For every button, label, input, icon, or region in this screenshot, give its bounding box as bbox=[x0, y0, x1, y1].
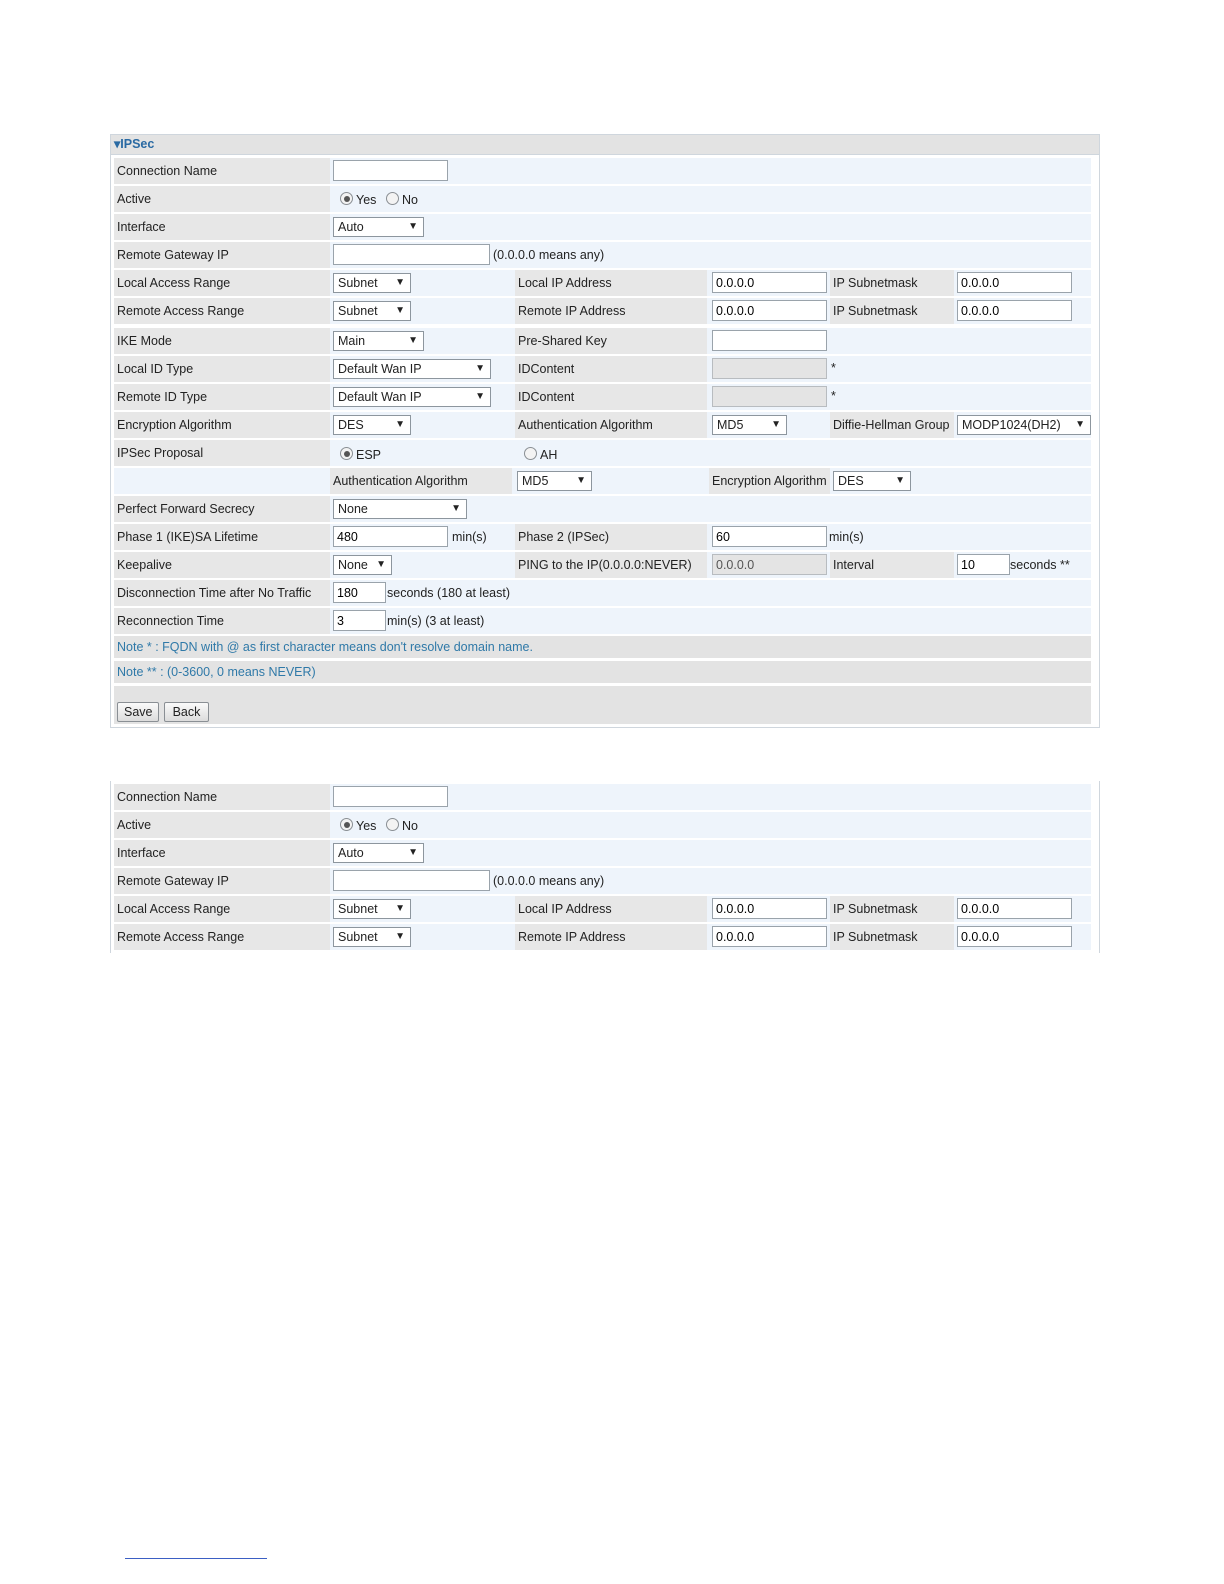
local-id-select[interactable] bbox=[333, 359, 491, 379]
active-yes-radio[interactable] bbox=[340, 818, 353, 831]
reconnect-input[interactable] bbox=[333, 610, 386, 631]
psk-label: Pre-Shared Key bbox=[515, 328, 707, 354]
proposal-auth-value: MD5 bbox=[522, 474, 549, 488]
chevron-down-icon: ▼ bbox=[408, 221, 418, 232]
proposal-ah-label: AH bbox=[540, 448, 558, 462]
remote-ip-input[interactable] bbox=[712, 300, 827, 321]
chevron-down-icon: ▼ bbox=[576, 475, 586, 486]
phase1-lifetime-label: Phase 1 (IKE)SA Lifetime bbox=[114, 524, 330, 550]
proposal-auth-select[interactable] bbox=[517, 471, 592, 491]
chevron-down-icon: ▼ bbox=[395, 305, 405, 316]
active-label: Active bbox=[114, 186, 330, 212]
local-id-label: Local ID Type bbox=[114, 356, 330, 382]
local-access-select[interactable] bbox=[333, 273, 411, 293]
keepalive-select[interactable] bbox=[333, 555, 392, 575]
active-yes-radio[interactable] bbox=[340, 192, 353, 205]
chevron-down-icon: ▼ bbox=[1075, 419, 1085, 430]
local-access-value: Subnet bbox=[338, 902, 378, 916]
auth-algorithm-select[interactable] bbox=[712, 415, 787, 435]
chevron-down-icon: ▼ bbox=[395, 419, 405, 430]
remote-access-value: Subnet bbox=[338, 930, 378, 944]
chevron-down-icon: ▼ bbox=[475, 363, 485, 374]
chevron-down-icon: ▼ bbox=[475, 391, 485, 402]
proposal-esp-label: ESP bbox=[356, 448, 382, 462]
row-reconnect bbox=[114, 608, 1091, 634]
remote-gateway-input[interactable] bbox=[333, 244, 490, 265]
interface-value: Auto bbox=[338, 220, 364, 234]
remote-id-select[interactable] bbox=[333, 387, 491, 407]
remote-mask-input[interactable] bbox=[957, 926, 1072, 947]
phase2-unit: min(s) bbox=[829, 530, 864, 544]
ipsec-panel-excerpt bbox=[110, 781, 1100, 953]
encryption-label: Encryption Algorithm bbox=[114, 412, 330, 438]
interface-select[interactable] bbox=[333, 217, 424, 237]
connection-name-input[interactable] bbox=[333, 786, 448, 807]
pfs-select[interactable] bbox=[333, 499, 467, 519]
pfs-label: Perfect Forward Secrecy bbox=[114, 496, 330, 522]
active-no-option[interactable] bbox=[386, 818, 418, 833]
row-interface bbox=[114, 840, 1091, 866]
active-no-radio[interactable] bbox=[386, 192, 399, 205]
remote-access-label: Remote Access Range bbox=[114, 924, 330, 950]
local-idcontent-label: IDContent bbox=[515, 356, 707, 382]
proposal-enc-value: DES bbox=[838, 474, 864, 488]
local-idcontent-input bbox=[712, 358, 827, 379]
disconnect-hint: seconds (180 at least) bbox=[387, 586, 510, 600]
row-keepalive bbox=[114, 552, 1091, 578]
chevron-down-icon: ▼ bbox=[451, 503, 461, 514]
remote-access-select[interactable] bbox=[333, 927, 411, 947]
chevron-down-icon: ▼ bbox=[771, 419, 781, 430]
phase2-label: Phase 2 (IPSec) bbox=[515, 524, 707, 550]
local-ip-input[interactable] bbox=[712, 272, 827, 293]
row-active bbox=[114, 186, 1091, 212]
row-ipsec-proposal bbox=[114, 440, 1091, 466]
proposal-ah-radio[interactable] bbox=[524, 447, 537, 460]
ping-ip-input bbox=[712, 554, 827, 575]
interface-label: Interface bbox=[114, 214, 330, 240]
back-button[interactable]: Back bbox=[164, 702, 209, 722]
connection-name-input[interactable] bbox=[333, 160, 448, 181]
interval-unit: seconds ** bbox=[1010, 558, 1070, 572]
proposal-auth-label: Authentication Algorithm bbox=[330, 468, 512, 494]
reconnect-label: Reconnection Time bbox=[114, 608, 330, 634]
active-yes-label: Yes bbox=[356, 819, 377, 833]
proposal-enc-label: Encryption Algorithm bbox=[709, 468, 830, 494]
remote-gateway-label: Remote Gateway IP bbox=[114, 242, 330, 268]
remote-ip-input[interactable] bbox=[712, 926, 827, 947]
active-no-label: No bbox=[402, 193, 418, 207]
chevron-down-icon: ▼ bbox=[395, 931, 405, 942]
proposal-enc-select[interactable] bbox=[833, 471, 911, 491]
remote-ip-label: Remote IP Address bbox=[515, 298, 707, 324]
row-local-id bbox=[114, 356, 1091, 382]
interval-input[interactable] bbox=[957, 554, 1010, 575]
ipsec-proposal-label: IPSec Proposal bbox=[114, 440, 330, 466]
row-local-access bbox=[114, 896, 1091, 922]
note-fqdn: Note * : FQDN with @ as first character means don't resolve domain name. bbox=[114, 636, 1091, 658]
row-connection-name bbox=[114, 784, 1091, 810]
remote-access-select[interactable] bbox=[333, 301, 411, 321]
panel-title: IPSec bbox=[120, 137, 155, 151]
auth-algorithm-value: MD5 bbox=[717, 418, 744, 432]
remote-id-value: Default Wan IP bbox=[338, 390, 422, 404]
row-disconnect bbox=[114, 580, 1091, 606]
active-yes-option[interactable] bbox=[340, 192, 376, 207]
interface-value: Auto bbox=[338, 846, 364, 860]
row-encryption bbox=[114, 412, 1091, 438]
interface-label: Interface bbox=[114, 840, 330, 866]
chevron-down-icon: ▼ bbox=[408, 335, 418, 346]
remote-id-required-marker: * bbox=[831, 389, 836, 403]
phase1-lifetime-input[interactable] bbox=[333, 526, 448, 547]
active-yes-label: Yes bbox=[356, 193, 377, 207]
proposal-esp-radio[interactable] bbox=[340, 447, 353, 460]
interface-select[interactable] bbox=[333, 843, 424, 863]
local-ip-label: Local IP Address bbox=[515, 896, 707, 922]
row-remote-gateway bbox=[114, 868, 1091, 894]
remote-mask-input[interactable] bbox=[957, 300, 1072, 321]
pfs-value: None bbox=[338, 502, 368, 516]
local-access-select[interactable] bbox=[333, 899, 411, 919]
ike-mode-value: Main bbox=[338, 334, 366, 348]
row-interface bbox=[114, 214, 1091, 240]
remote-ip-label: Remote IP Address bbox=[515, 924, 707, 950]
remote-access-label: Remote Access Range bbox=[114, 298, 330, 324]
row-remote-access bbox=[114, 924, 1091, 950]
active-no-radio[interactable] bbox=[386, 818, 399, 831]
row-lifetime bbox=[114, 524, 1091, 550]
reconnect-hint: min(s) (3 at least) bbox=[387, 614, 485, 628]
phase2-input[interactable] bbox=[712, 526, 827, 547]
remote-access-value: Subnet bbox=[338, 304, 378, 318]
proposal-ah-option[interactable] bbox=[524, 447, 557, 462]
local-mask-input[interactable] bbox=[957, 272, 1072, 293]
ping-ip-label: PING to the IP(0.0.0.0:NEVER) bbox=[515, 552, 707, 578]
proposal-esp-option[interactable] bbox=[340, 447, 381, 462]
ike-mode-select[interactable] bbox=[333, 331, 424, 351]
remote-gateway-hint: (0.0.0.0 means any) bbox=[493, 874, 605, 888]
local-ip-input[interactable] bbox=[712, 898, 827, 919]
row-remote-id bbox=[114, 384, 1091, 410]
local-ip-label: Local IP Address bbox=[515, 270, 707, 296]
remote-mask-label: IP Subnetmask bbox=[830, 298, 954, 324]
chevron-down-icon: ▼ bbox=[395, 903, 405, 914]
chevron-down-icon: ▼ bbox=[395, 277, 405, 288]
remote-idcontent-input bbox=[712, 386, 827, 407]
ipsec-panel bbox=[110, 134, 1100, 728]
chevron-down-icon: ▼ bbox=[895, 475, 905, 486]
local-mask-input[interactable] bbox=[957, 898, 1072, 919]
active-no-option[interactable] bbox=[386, 192, 418, 207]
remote-mask-label: IP Subnetmask bbox=[830, 924, 954, 950]
encryption-value: DES bbox=[338, 418, 364, 432]
chevron-down-icon: ▼ bbox=[376, 559, 386, 570]
dh-group-select[interactable] bbox=[957, 415, 1091, 435]
local-mask-label: IP Subnetmask bbox=[830, 896, 954, 922]
remote-id-label: Remote ID Type bbox=[114, 384, 330, 410]
row-remote-gateway bbox=[114, 242, 1091, 268]
encryption-select[interactable] bbox=[333, 415, 411, 435]
connection-name-label: Connection Name bbox=[114, 784, 330, 810]
row-proposal-algorithms bbox=[114, 468, 1091, 494]
dh-group-value: MODP1024(DH2) bbox=[962, 418, 1061, 432]
connection-name-label: Connection Name bbox=[114, 158, 330, 184]
chevron-down-icon: ▼ bbox=[408, 847, 418, 858]
panel-header[interactable]: ▾IPSec bbox=[111, 135, 1099, 155]
remote-idcontent-label: IDContent bbox=[515, 384, 707, 410]
dh-group-label: Diffie-Hellman Group bbox=[830, 412, 954, 438]
row-connection-name bbox=[114, 158, 1091, 184]
keepalive-label: Keepalive bbox=[114, 552, 330, 578]
row-remote-access bbox=[114, 298, 1091, 324]
row-pfs bbox=[114, 496, 1091, 522]
remote-gateway-input[interactable] bbox=[333, 870, 490, 891]
keepalive-value: None bbox=[338, 558, 368, 572]
local-id-value: Default Wan IP bbox=[338, 362, 422, 376]
row-ike-mode bbox=[114, 328, 1091, 354]
local-id-required-marker: * bbox=[831, 361, 836, 375]
save-button[interactable]: Save bbox=[117, 702, 159, 722]
disconnect-label: Disconnection Time after No Traffic bbox=[114, 580, 330, 606]
active-label: Active bbox=[114, 812, 330, 838]
psk-input[interactable] bbox=[712, 330, 827, 351]
ike-mode-label: IKE Mode bbox=[114, 328, 330, 354]
local-access-value: Subnet bbox=[338, 276, 378, 290]
active-no-label: No bbox=[402, 819, 418, 833]
local-mask-label: IP Subnetmask bbox=[830, 270, 954, 296]
row-local-access bbox=[114, 270, 1091, 296]
footer-link-underline[interactable] bbox=[125, 1558, 267, 1559]
disconnect-input[interactable] bbox=[333, 582, 386, 603]
row-active bbox=[114, 812, 1091, 838]
phase1-lifetime-unit: min(s) bbox=[452, 530, 487, 544]
active-yes-option[interactable] bbox=[340, 818, 376, 833]
button-bar bbox=[114, 686, 1091, 724]
local-access-label: Local Access Range bbox=[114, 270, 330, 296]
remote-gateway-label: Remote Gateway IP bbox=[114, 868, 330, 894]
interval-label: Interval bbox=[830, 552, 954, 578]
remote-gateway-hint: (0.0.0.0 means any) bbox=[493, 248, 605, 262]
local-access-label: Local Access Range bbox=[114, 896, 330, 922]
auth-algorithm-label: Authentication Algorithm bbox=[515, 412, 707, 438]
note-interval: Note ** : (0-3600, 0 means NEVER) bbox=[114, 661, 1091, 683]
